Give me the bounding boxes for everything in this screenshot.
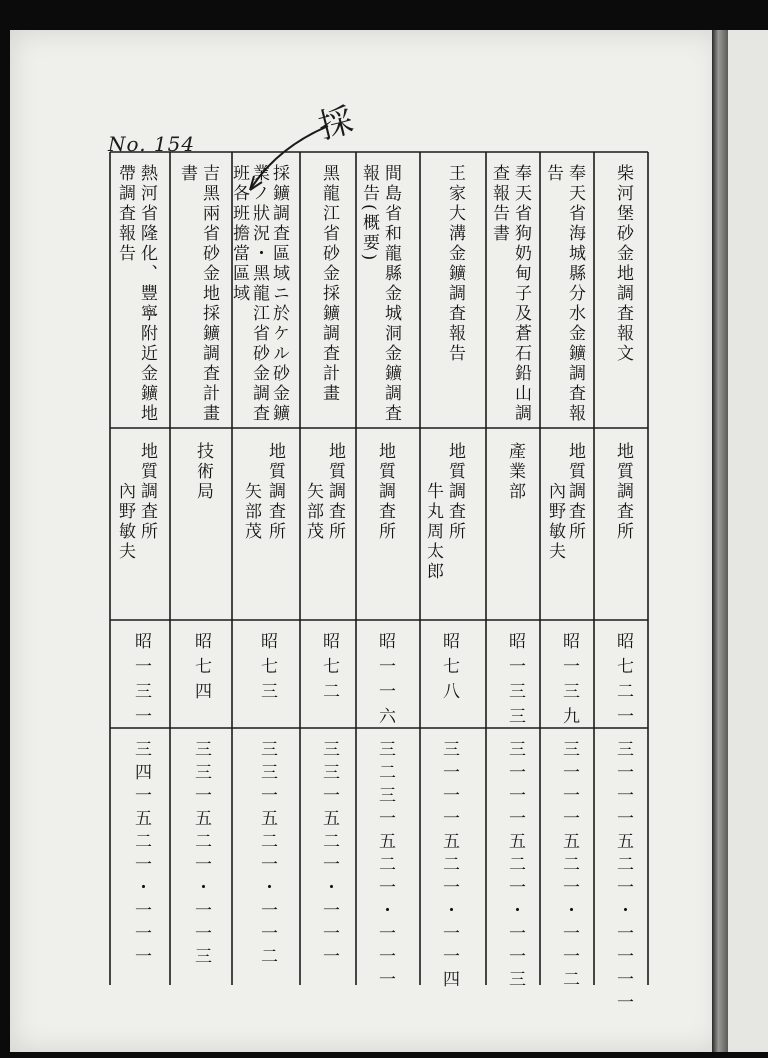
- record-title: 採鑛調査區域ニ於ケル砂金鑛: [269, 164, 289, 424]
- record-number: 三三一五二一・一一二: [257, 740, 277, 970]
- record-date: 昭一三三: [505, 632, 525, 732]
- record-date: 昭一一六: [375, 632, 395, 732]
- record-organization: 技術局: [193, 442, 213, 502]
- list-item: [229, 152, 300, 980]
- record-date: 昭七四: [191, 632, 211, 707]
- record-number: 三一一一五二一・一一一一: [613, 740, 633, 1016]
- record-organization: 地質調査所: [265, 442, 285, 542]
- record-organization: 地質調査所: [565, 442, 585, 542]
- list-item: [596, 152, 650, 1016]
- record-organization: 地質調査所: [613, 442, 633, 542]
- record-author: 牛丸周太郎: [423, 482, 443, 582]
- record-organization: 地質調査所: [375, 442, 395, 542]
- record-number: 三一一一五二一・一一二: [559, 740, 579, 993]
- record-date: 昭七八: [439, 632, 459, 707]
- record-number: 三三一五二一・一一三: [191, 740, 211, 970]
- record-organization: 產業部: [505, 442, 525, 502]
- list-item: [112, 152, 168, 980]
- record-author: 矢部茂: [303, 482, 323, 542]
- record-author: 內野敏夫: [115, 482, 135, 562]
- record-title: 柴河堡砂金地調査報文: [613, 164, 633, 364]
- record-title: 熱河省隆化、豐寧附近金鑛地: [137, 164, 157, 424]
- record-title-cont: 書: [177, 164, 197, 184]
- list-item: [422, 152, 476, 993]
- record-title-cont: 業ノ狀況・黑龍江省砂金調査: [249, 164, 269, 424]
- record-date: 昭七三: [257, 632, 277, 707]
- record-organization: 地質調査所: [445, 442, 465, 542]
- record-number: 三二三一五二一・一一一: [375, 740, 395, 993]
- record-date: 昭一三一: [131, 632, 151, 732]
- record-title-cont: 班各班擔當區域: [229, 164, 249, 304]
- record-title-cont: 報告(概要): [359, 164, 379, 264]
- sheet-number: No. 154: [108, 132, 196, 156]
- record-title-cont: 告: [543, 164, 563, 184]
- record-author: 內野敏夫: [545, 482, 565, 562]
- record-title-cont: 帶調査報告: [115, 164, 135, 264]
- record-number: 三一一一五二一・一一四: [439, 740, 459, 993]
- record-title: 黑龍江省砂金採鑛調査計畫: [319, 164, 339, 404]
- record-title: 奉天省海城縣分水金鑛調査報: [565, 164, 585, 424]
- list-item: [488, 152, 542, 993]
- list-item: [358, 152, 412, 993]
- list-item: [542, 152, 596, 993]
- record-author: 矢部茂: [241, 482, 261, 542]
- record-number: 三四一五二一・一一一: [131, 740, 151, 970]
- record-title-cont: 查報告書: [489, 164, 509, 244]
- list-item: [302, 152, 356, 980]
- record-title: 奉天省狗奶甸子及蒼石鉛山調: [511, 164, 531, 424]
- record-organization: 地質調査所: [325, 442, 345, 542]
- list-item: [172, 152, 230, 980]
- record-date: 昭七二一: [613, 632, 633, 732]
- record-number: 三一一一五二一・一一三: [505, 740, 525, 993]
- record-number: 三三一五二一・一一一: [319, 740, 339, 970]
- record-title: 間島省和龍縣金城洞金鑛調査: [381, 164, 401, 424]
- record-title: 吉黑兩省砂金地採鑛調査計畫: [199, 164, 219, 424]
- record-date: 昭七二: [319, 632, 339, 707]
- handwritten-annotation: 採: [314, 100, 358, 148]
- record-organization: 地質調査所: [137, 442, 157, 542]
- record-date: 昭一三九: [559, 632, 579, 732]
- record-title: 王家大溝金鑛調査報告: [445, 164, 465, 364]
